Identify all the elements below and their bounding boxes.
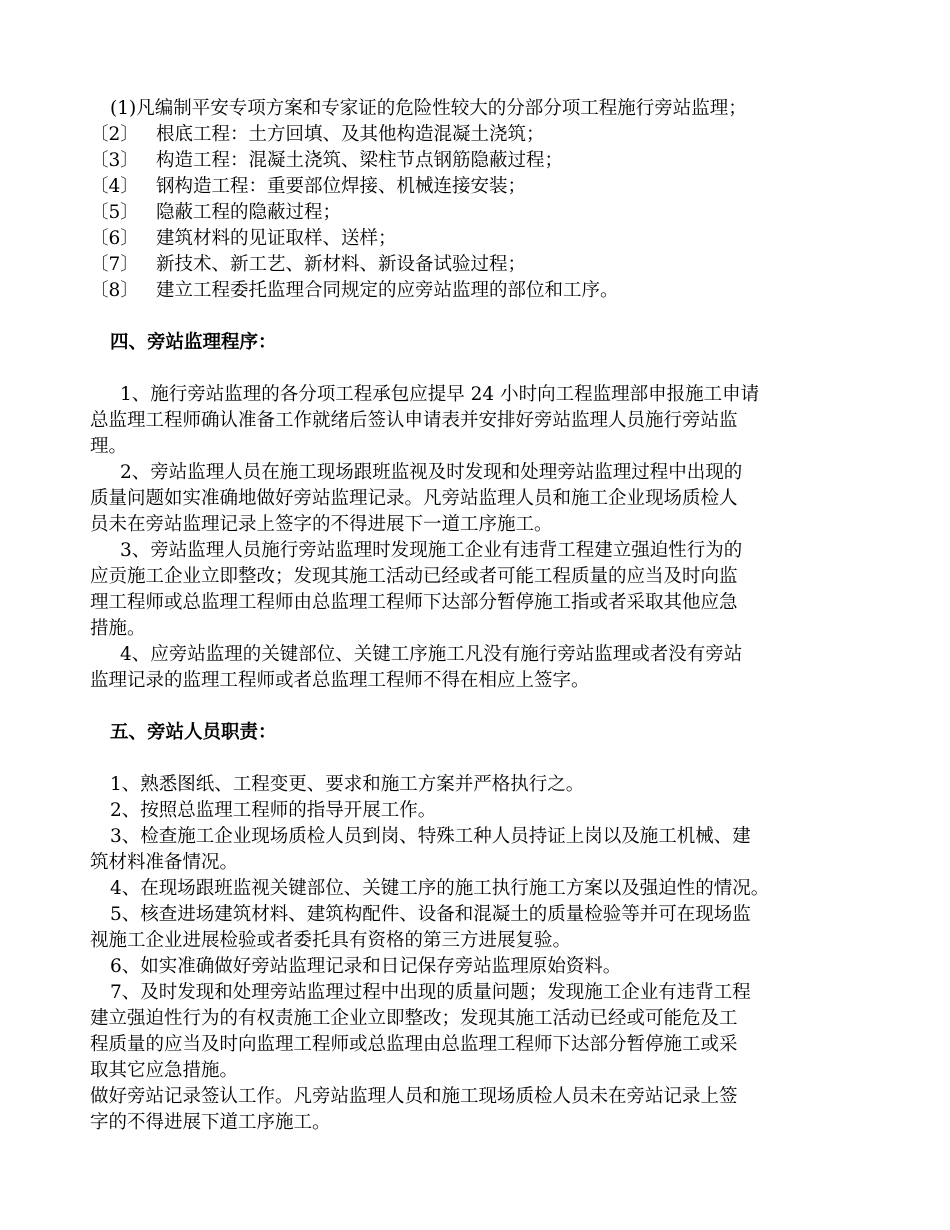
section5-paragraph-4: [90, 876, 872, 902]
paragraph-line: 3、旁站监理人员施行旁站监理时发现施工企业有违背工程建立强迫性行为的: [120, 540, 743, 561]
paragraph-line: 2、旁站监理人员在施工现场跟班监视及时发现和处理旁站监理过程中出现的: [120, 462, 743, 483]
section5-heading: 五、旁站人员职责：: [110, 722, 277, 743]
scope-item-number: 〔8〕: [90, 280, 139, 301]
paragraph-line: 4、应旁站监理的关键部位、关键工序施工凡没有施行旁站监理或者没有旁站: [120, 644, 743, 665]
section5-closing: [90, 1084, 872, 1136]
scope-item-number: 〔2〕: [90, 124, 139, 145]
paragraph-line: 字的不得进展下道工序施工。: [90, 1112, 331, 1133]
section4-paragraph-3: [90, 538, 872, 642]
section4-heading: 四、旁站监理程序：: [110, 332, 277, 353]
section4-paragraph-1: [90, 382, 872, 460]
paragraph-line: 质量问题如实准确地做好旁站监理记录。凡旁站监理人员和施工企业现场质检人: [90, 488, 738, 509]
paragraph-line: 总监理工程师确认准备工作就绪后签认申请表并安排好旁站监理人员施行旁站监: [90, 410, 738, 431]
scope-item-7: [90, 252, 872, 278]
scope-item-number: 〔7〕: [90, 254, 139, 275]
paragraph-line: 5、核查进场建筑材料、建筑构配件、设备和混凝土的质量检验等并可在现场监: [110, 904, 751, 925]
scope-item-2: [90, 122, 872, 148]
paragraph-line: 理工程师或总监理工程师由总监理工程师下达部分暂停施工指或者采取其他应急: [90, 592, 738, 613]
paragraph-line: 程质量的应当及时向监理工程师或总监理由总监理工程师下达部分暂停施工或采: [90, 1034, 738, 1055]
paragraph-line: 1、施行旁站监理的各分项工程承包应提早 24 小时向工程监理部申报施工申请: [120, 384, 760, 405]
scope-item-6: [90, 226, 872, 252]
paragraph-line: 员未在旁站监理记录上签字的不得进展下一道工序施工。: [90, 514, 553, 535]
scope-item-4: [90, 174, 872, 200]
scope-item-number: 〔5〕: [90, 202, 139, 223]
scope-item-1: (1)凡编制平安专项方案和专家证的危险性较大的分部分项工程施行旁站监理；: [110, 98, 747, 119]
scope-item-number: 〔3〕: [90, 150, 139, 171]
section5-paragraph-6: [90, 954, 872, 980]
scope-item-text: 新技术、新工艺、新材料、新设备试验过程；: [156, 254, 527, 275]
paragraph-line: 7、及时发现和处理旁站监理过程中出现的质量问题；发现施工企业有违背工程: [110, 982, 751, 1003]
section5-paragraph-5: [90, 902, 872, 954]
section5-paragraph-2: [90, 798, 872, 824]
scope-item-text: 根底工程：土方回填、及其他构造混凝土浇筑；: [156, 124, 545, 145]
paragraph-line: 6、如实准确做好旁站监理记录和日记保存旁站监理原始资料。: [110, 956, 622, 977]
scope-item-text: 建立工程委托监理合同规定的应旁站监理的部位和工序。: [156, 280, 619, 301]
paragraph-line: 应贡施工企业立即整改；发现其施工活动已经或者可能工程质量的应当及时向监: [90, 566, 738, 587]
scope-item-text: 构造工程：混凝土浇筑、梁柱节点钢筋隐蔽过程；: [156, 150, 564, 171]
section5-paragraph-7: [90, 980, 872, 1084]
scope-item-8: [90, 278, 872, 304]
section4-paragraph-4: [90, 642, 872, 694]
paragraph-line: 做好旁站记录签认工作。凡旁站监理人员和施工现场质检人员未在旁站记录上签: [90, 1086, 738, 1107]
paragraph-line: 理。: [90, 436, 128, 457]
paragraph-line: 筑材料准备情况。: [90, 852, 239, 873]
scope-item-number: 〔4〕: [90, 176, 139, 197]
paragraph-line: 1、熟悉图纸、工程变更、要求和施工方案并严格执行之。: [110, 774, 585, 795]
section5-paragraph-3: [90, 824, 872, 876]
section4-paragraph-2: [90, 460, 872, 538]
paragraph-line: 建立强迫性行为的有权责施工企业立即整改；发现其施工活动已经或可能危及工: [90, 1008, 738, 1029]
scope-item-text: 钢构造工程：重要部位焊接、机械连接安装；: [156, 176, 527, 197]
paragraph-line: 取其它应急措施。: [90, 1060, 239, 1081]
scope-item-5: [90, 200, 872, 226]
paragraph-line: 措施。: [90, 618, 146, 639]
scope-item-text: 建筑材料的见证取样、送样；: [156, 228, 397, 249]
paragraph-line: 视施工企业进展检验或者委托具有资格的第三方进展复验。: [90, 930, 572, 951]
paragraph-line: 3、检查施工企业现场质检人员到岗、特殊工种人员持证上岗以及施工机械、建: [110, 826, 751, 847]
paragraph-line: 监理记录的监理工程师或者总监理工程师不得在相应上签字。: [90, 670, 590, 691]
scope-item-number: 〔6〕: [90, 228, 139, 249]
paragraph-line: 4、在现场跟班监视关键部位、关键工序的施工执行施工方案以及强迫性的情况。: [110, 878, 770, 899]
scope-item-3: [90, 148, 872, 174]
document-page: [90, 96, 872, 1136]
scope-item-text: 隐蔽工程的隐蔽过程；: [156, 202, 342, 223]
section5-paragraph-1: [90, 772, 872, 798]
paragraph-line: 2、按照总监理工程师的指导开展工作。: [110, 800, 437, 821]
